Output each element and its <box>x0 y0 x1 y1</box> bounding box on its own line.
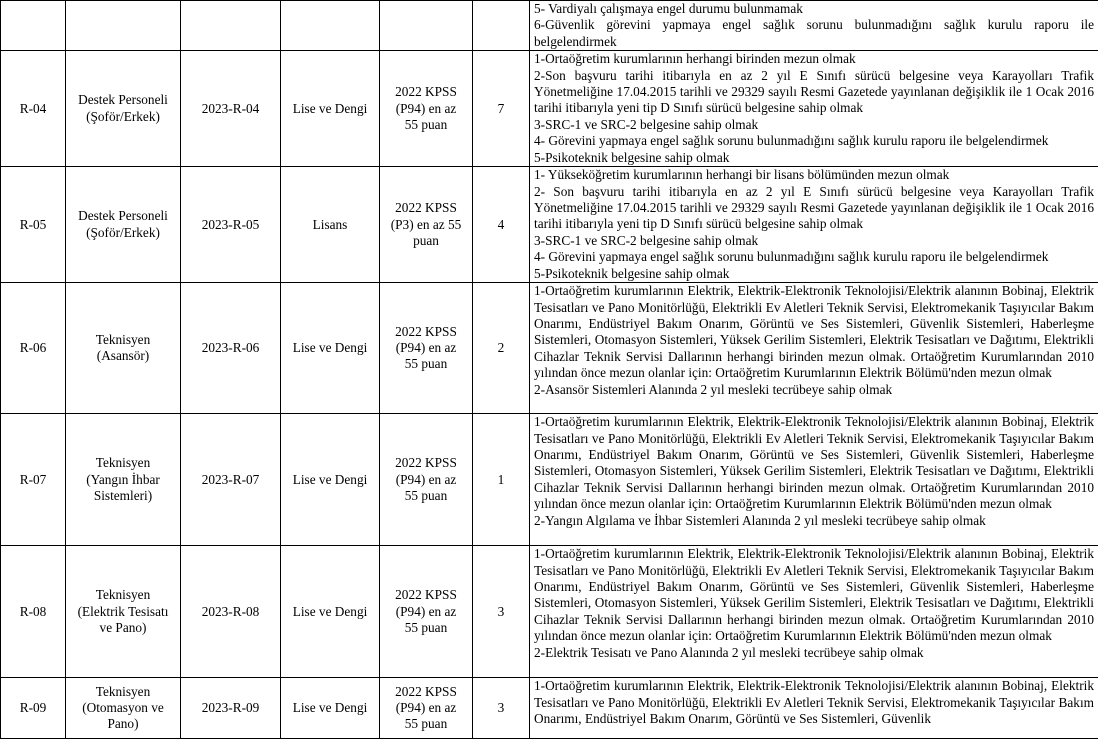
position-title-line: (Otomasyon ve <box>69 700 177 716</box>
position-count-cell <box>473 414 530 546</box>
position-title-line: (Yangın İhbar <box>69 472 177 488</box>
position-title-line: Teknisyen <box>69 455 177 471</box>
position-title-cell <box>66 1 181 51</box>
requirement-item: 2-Son başvuru tarihi itibarıyla en az 2 yıl E Sınıfı sürücü belgesine veya Karayolları Trafik Yönetmeliğine 17.04.2015 tarihli ve 29329 sayılı Resmi Gazetede yayınlanan değişiklik ile 1 Ocak 2016 tarihi itibarıyla yeni tip D Sınıfı sürücü belgesine sahip olmak <box>534 68 1094 117</box>
requirement-item: 6-Güvenlik görevini yapmaya engel sağlık sorunu bulunmadığını sağlık kurulu raporu ile belgelendirmek <box>534 17 1094 50</box>
position-title-line: (Şoför/Erkek) <box>69 109 177 125</box>
reference-code-cell <box>181 283 281 414</box>
kpss-requirement-cell <box>380 167 473 283</box>
reference-code-cell <box>181 678 281 739</box>
requirement-item: 2-Elektrik Tesisatı ve Pano Alanında 2 yıl mesleki tecrübeye sahip olmak <box>534 645 1094 661</box>
kpss-requirement-line: 2022 KPSS <box>383 200 469 216</box>
kpss-requirement-cell <box>380 678 473 739</box>
position-count-cell <box>473 51 530 167</box>
requirements-cell <box>530 167 1098 283</box>
kpss-requirement-cell <box>380 51 473 167</box>
requirement-item: 2- Son başvuru tarihi itibarıyla en az 2 yıl E Sınıfı sürücü belgesine veya Karayolları Trafik Yönetmeliğine 17.04.2015 tarihli ve 29329 sayılı Resmi Gazetede yayınlanan değişiklik ile 1 Ocak 2016 tarihi itibarıyla yeni tip D Sınıfı sürücü belgesine sahip olmak <box>534 184 1094 233</box>
reference-code-cell <box>181 1 281 51</box>
education-level: Lisans <box>284 217 376 233</box>
requirement-item: 5-Psikoteknik belgesine sahip olmak <box>534 150 1094 166</box>
requirements-cell <box>530 51 1098 167</box>
education-level: Lise ve Dengi <box>284 101 376 117</box>
kpss-requirement-line: 2022 KPSS <box>383 455 469 471</box>
position-title-cell <box>66 167 181 283</box>
table-row <box>1 167 1098 283</box>
position-count-cell <box>473 167 530 283</box>
position-count-cell <box>473 1 530 51</box>
education-level-cell <box>281 1 380 51</box>
position-code: R-08 <box>4 604 62 620</box>
requirements-cell <box>530 283 1098 414</box>
position-title-cell <box>66 678 181 739</box>
reference-code: 2023-R-08 <box>184 604 277 620</box>
requirements-cell <box>530 1 1098 51</box>
table-row <box>1 1 1098 51</box>
reference-code: 2023-R-04 <box>184 101 277 117</box>
education-level-cell <box>281 167 380 283</box>
kpss-requirement-line: 2022 KPSS <box>383 84 469 100</box>
position-title-line: Sistemleri) <box>69 488 177 504</box>
requirement-item: 1-Ortaöğretim kurumlarının herhangi birinden mezun olmak <box>534 51 1094 67</box>
reference-code-cell <box>181 546 281 678</box>
reference-code-cell <box>181 414 281 546</box>
education-level-cell <box>281 414 380 546</box>
kpss-requirement-line: puan <box>383 233 469 249</box>
position-count: 3 <box>476 700 526 716</box>
kpss-requirement-line: (P3) en az 55 <box>383 217 469 233</box>
table-row <box>1 414 1098 546</box>
requirement-item: 1-Ortaöğretim kurumlarının Elektrik, Elektrik-Elektronik Teknolojisi/Elektrik alanının Bobinaj, Elektrik Tesisatları ve Pano Monitörlüğü, Elektrikli Ev Aletleri Teknik Servisi, Elektromekanik Taşıyıcılar Bakım Onarımı, Endüstriyel Bakım Onarım, Görüntü ve Ses Sistemleri, Güvenlik Sistemleri, Haberleşme Sistemleri, Otomasyon Sistemleri, Yüksek Gerilim Sistemleri, Elektrik Tesisatları ve Dağıtımı, Elektrikli Cihazlar Teknik Servisi Dallarının herhangi birinden mezun olmak. Ortaöğretim Kurumlarından 2010 yılından önce mezun olanlar için: Ortaöğretim Kurumlarının Elektrik Bölümü'nden mezun olmak <box>534 283 1094 381</box>
requirement-item: 5-Psikoteknik belgesine sahip olmak <box>534 266 1094 282</box>
requirement-item: 3-SRC-1 ve SRC-2 belgesine sahip olmak <box>534 117 1094 133</box>
education-level-cell <box>281 51 380 167</box>
table-row <box>1 546 1098 678</box>
education-level: Lise ve Dengi <box>284 340 376 356</box>
position-code-cell <box>1 283 66 414</box>
position-count: 4 <box>476 217 526 233</box>
kpss-requirement-line: (P94) en az <box>383 700 469 716</box>
education-level-cell <box>281 283 380 414</box>
requirements-cell <box>530 414 1098 546</box>
requirement-item: 1- Yükseköğretim kurumlarının herhangi bir lisans bölümünden mezun olmak <box>534 167 1094 183</box>
requirement-item: 4- Görevini yapmaya engel sağlık sorunu bulunmadığını sağlık kurulu raporu ile belgelendirmek <box>534 133 1094 149</box>
kpss-requirement-cell <box>380 283 473 414</box>
kpss-requirement-cell <box>380 1 473 51</box>
position-title-cell <box>66 546 181 678</box>
position-title-line: (Şoför/Erkek) <box>69 225 177 241</box>
position-title-cell <box>66 283 181 414</box>
reference-code: 2023-R-05 <box>184 217 277 233</box>
position-code: R-05 <box>4 217 62 233</box>
table-row <box>1 51 1098 167</box>
kpss-requirement-line: 55 puan <box>383 488 469 504</box>
position-title-line: Destek Personeli <box>69 208 177 224</box>
kpss-requirement-line: (P94) en az <box>383 340 469 356</box>
reference-code-cell <box>181 51 281 167</box>
position-title-line: ve Pano) <box>69 620 177 636</box>
kpss-requirement-line: 55 puan <box>383 620 469 636</box>
kpss-requirement-line: 2022 KPSS <box>383 324 469 340</box>
requirement-item: 4- Görevini yapmaya engel sağlık sorunu bulunmadığını sağlık kurulu raporu ile belgelendirmek <box>534 249 1094 265</box>
education-level-cell <box>281 546 380 678</box>
requirement-item: 3-SRC-1 ve SRC-2 belgesine sahip olmak <box>534 233 1094 249</box>
education-level: Lise ve Dengi <box>284 700 376 716</box>
kpss-requirement-line: (P94) en az <box>383 472 469 488</box>
kpss-requirement-cell <box>380 546 473 678</box>
position-title-line: Teknisyen <box>69 587 177 603</box>
position-title-cell <box>66 414 181 546</box>
position-count: 2 <box>476 340 526 356</box>
requirement-item: 1-Ortaöğretim kurumlarının Elektrik, Elektrik-Elektronik Teknolojisi/Elektrik alanının Bobinaj, Elektrik Tesisatları ve Pano Monitörlüğü, Elektrikli Ev Aletleri Teknik Servisi, Elektromekanik Taşıyıcılar Bakım Onarımı, Endüstriyel Bakım Onarım, Görüntü ve Ses Sistemleri, Güvenlik <box>534 678 1094 727</box>
position-code-cell <box>1 414 66 546</box>
kpss-requirement-line: 55 puan <box>383 117 469 133</box>
position-code-cell <box>1 678 66 739</box>
position-code-cell <box>1 546 66 678</box>
education-level: Lise ve Dengi <box>284 604 376 620</box>
kpss-requirement-line: 55 puan <box>383 716 469 732</box>
education-level: Lise ve Dengi <box>284 472 376 488</box>
position-code: R-07 <box>4 472 62 488</box>
reference-code-cell <box>181 167 281 283</box>
position-code-cell <box>1 167 66 283</box>
position-title-line: Destek Personeli <box>69 92 177 108</box>
kpss-requirement-line: (P94) en az <box>383 101 469 117</box>
position-count-cell <box>473 546 530 678</box>
position-title-line: (Asansör) <box>69 348 177 364</box>
kpss-requirement-cell <box>380 414 473 546</box>
requirements-cell <box>530 678 1098 739</box>
position-code: R-06 <box>4 340 62 356</box>
table-row <box>1 283 1098 414</box>
position-title-line: (Elektrik Tesisatı <box>69 604 177 620</box>
reference-code: 2023-R-07 <box>184 472 277 488</box>
requirements-cell <box>530 546 1098 678</box>
kpss-requirement-line: (P94) en az <box>383 604 469 620</box>
position-count-cell <box>473 283 530 414</box>
kpss-requirement-line: 55 puan <box>383 356 469 372</box>
position-code: R-09 <box>4 700 62 716</box>
kpss-requirement-line: 2022 KPSS <box>383 684 469 700</box>
position-code: R-04 <box>4 101 62 117</box>
requirement-item: 2-Yangın Algılama ve İhbar Sistemleri Alanında 2 yıl mesleki tecrübeye sahip olmak <box>534 513 1094 529</box>
position-code-cell <box>1 1 66 51</box>
requirement-item: 1-Ortaöğretim kurumlarının Elektrik, Elektrik-Elektronik Teknolojisi/Elektrik alanının Bobinaj, Elektrik Tesisatları ve Pano Monitörlüğü, Elektrikli Ev Aletleri Teknik Servisi, Elektromekanik Taşıyıcılar Bakım Onarımı, Endüstriyel Bakım Onarım, Görüntü ve Ses Sistemleri, Güvenlik Sistemleri, Haberleşme Sistemleri, Otomasyon Sistemleri, Yüksek Gerilim Sistemleri, Elektrik Tesisatları ve Dağıtımı, Elektrikli Cihazlar Teknik Servisi Dallarının herhangi birinden mezun olmak. Ortaöğretim Kurumlarından 2010 yılından önce mezun olanlar için: Ortaöğretim Kurumlarının Elektrik Bölümü'nden mezun olmak <box>534 546 1094 644</box>
position-code-cell <box>1 51 66 167</box>
table-row <box>1 678 1098 739</box>
position-title-cell <box>66 51 181 167</box>
position-count-cell <box>473 678 530 739</box>
requirement-item: 2-Asansör Sistemleri Alanında 2 yıl mesleki tecrübeye sahip olmak <box>534 382 1094 398</box>
table-body <box>1 1 1098 739</box>
requirement-item: 5- Vardiyalı çalışmaya engel durumu bulunmamak <box>534 1 1094 17</box>
position-count: 7 <box>476 101 526 117</box>
position-count: 3 <box>476 604 526 620</box>
position-title-line: Teknisyen <box>69 332 177 348</box>
kpss-requirement-line: 2022 KPSS <box>383 587 469 603</box>
position-count: 1 <box>476 472 526 488</box>
position-title-line: Pano) <box>69 716 177 732</box>
requirement-item: 1-Ortaöğretim kurumlarının Elektrik, Elektrik-Elektronik Teknolojisi/Elektrik alanının Bobinaj, Elektrik Tesisatları ve Pano Monitörlüğü, Elektrikli Ev Aletleri Teknik Servisi, Elektromekanik Taşıyıcılar Bakım Onarımı, Endüstriyel Bakım Onarım, Görüntü ve Ses Sistemleri, Güvenlik Sistemleri, Haberleşme Sistemleri, Otomasyon Sistemleri, Yüksek Gerilim Sistemleri, Elektrik Tesisatları ve Dağıtımı, Elektrikli Cihazlar Teknik Servisi Dallarının herhangi birinden mezun olmak. Ortaöğretim Kurumlarından 2010 yılından önce mezun olanlar için: Ortaöğretim Kurumlarının Elektrik Bölümü'nden mezun olmak <box>534 414 1094 512</box>
reference-code: 2023-R-09 <box>184 700 277 716</box>
education-level-cell <box>281 678 380 739</box>
position-title-line: Teknisyen <box>69 684 177 700</box>
reference-code: 2023-R-06 <box>184 340 277 356</box>
